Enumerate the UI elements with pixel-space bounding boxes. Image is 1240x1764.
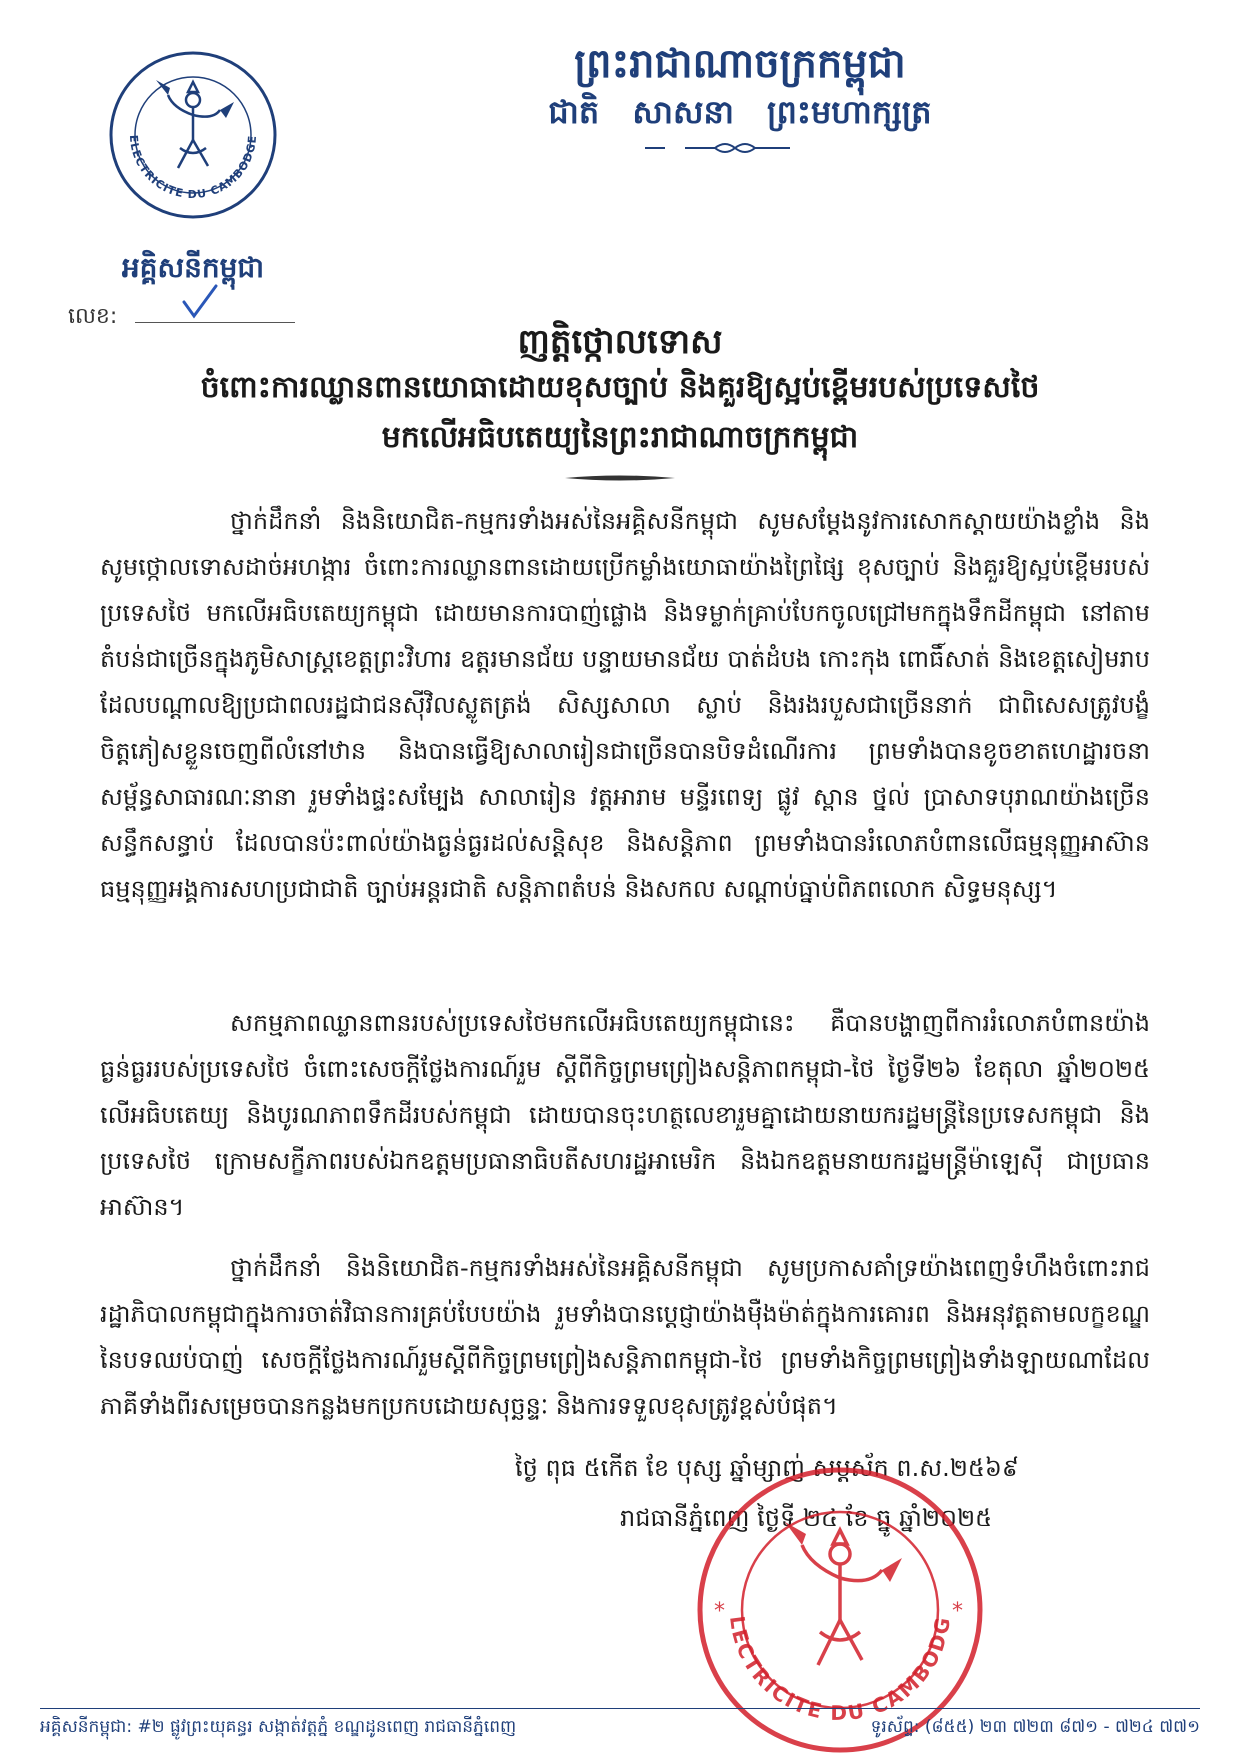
organization-name: អគ្គិសនីកម្ពុជា	[121, 251, 265, 284]
document-subtitle-line-1: ចំពោះការឈ្លានពានយោធាដោយខុសច្បាប់ និងគួរឱ្យស្អប់ខ្ពើមរបស់ប្រទេសថៃ	[200, 370, 1040, 405]
body-paragraph-1: ថ្នាក់ដឹកនាំ និងនិយោជិត-កម្មករទាំងអស់នៃអគ្គិសនីកម្ពុជា សូមសម្តែងនូវការសោកស្តាយយ៉ាងខ្លាំង និងសូមថ្កោលទោសដាច់អហង្ការ ចំពោះការឈ្លានពានដោយប្រើកម្លាំងយោធាយ៉ាងព្រៃផ្សៃ ខុសច្បាប់ និងគួរឱ្យស្អប់ខ្ពើមរបស់ប្រទេសថៃ មកលើអធិបតេយ្យកម្ពុជា ដោយមានការបាញ់ផ្លោង និងទម្លាក់គ្រាប់បែកចូលជ្រៅមកក្នុងទឹកដីកម្ពុជា នៅតាមតំបន់ជាច្រើនក្នុងភូមិសាស្ត្រខេត្តព្រះវិហារ ឧត្តរមានជ័យ បន្ទាយមានជ័យ បាត់ដំបង កោះកុង ពោធិ៍សាត់ និងខេត្តសៀមរាប ដែលបណ្តាលឱ្យប្រជាពលរដ្ឋជាជនស៊ីវិលស្លូតត្រង់ សិស្សសាលា ស្លាប់ និងរងរបួសជាច្រើននាក់ ជាពិសេសត្រូវបង្ខំចិត្តភៀសខ្លួនចេញពីលំនៅឋាន និងបានធ្វើឱ្យសាលារៀនជាច្រើនបានបិទដំណើរការ ព្រមទាំងបានខូចខាតហេដ្ឋារចនាសម្ព័ន្ធសាធារណៈនានា រួមទាំងផ្ទះសម្បែង សាលារៀន វត្តអារាម មន្ទីរពេទ្យ ផ្លូវ ស្ពាន ថ្នល់ ប្រាសាទបុរាណយ៉ាងច្រើនសន្ធឹកសន្ធាប់ ដែលបានប៉ះពាល់យ៉ាងធ្ងន់ធ្ងរដល់សន្តិសុខ និងសន្តិភាព ព្រមទាំងបានរំលោភបំពានលើធម្មនុញ្ញអាស៊ាន ធម្មនុញ្ញអង្គការសហប្រជាជាតិ ច្បាប់អន្តរជាតិ សន្តិភាពតំបន់ និងសកល សណ្តាប់ធ្នាប់ពិភពលោក សិទ្ធមនុស្ស។	[100, 507, 1150, 903]
svg-text:*: *	[952, 1599, 963, 1624]
kingdom-title: ព្រះរាជាណាចក្រកម្ពុជា	[574, 41, 906, 87]
body-paragraph-3: ថ្នាក់ដឹកនាំ និងនិយោជិត-កម្មករទាំងអស់នៃអគ្គិសនីកម្ពុជា សូមប្រកាសគាំទ្រយ៉ាងពេញទំហឹងចំពោះរាជរដ្ឋាភិបាលកម្ពុជាក្នុងការចាត់វិធានការគ្រប់បែបយ៉ាង រួមទាំងបានប្តេជ្ញាយ៉ាងម៉ឺងម៉ាត់ក្នុងការគោរព និងអនុវត្តតាមលក្ខខណ្ឌនៃបទឈប់បាញ់ សេចក្តីថ្លែងការណ៍រួមស្តីពីកិច្ចព្រមព្រៀងសន្តិភាពកម្ពុជា-ថៃ ព្រមទាំងកិច្ចព្រមព្រៀងទាំងឡាយណាដែលភាគីទាំងពីរសម្រេចបានកន្លងមកប្រកបដោយសុច្ឆន្ទៈ និងការទទួលខុសត្រូវខ្ពស់បំផុត។	[100, 1254, 1150, 1420]
document-subtitle-line-2: មកលើអធិបតេយ្យនៃព្រះរាជាណាចក្រកម្ពុជា	[381, 420, 859, 455]
electricite-du-cambodge-seal-icon	[108, 40, 278, 250]
footer-phone: ទូរស័ព្ទ: (៨៥៥) ២៣ ៧២៣ ៨៧១ - ៧២៤ ៧៧១	[870, 1717, 1200, 1737]
solar-date: រាជធានីភ្នំពេញ ថ្ងៃទី ២៤ ខែ ធ្នូ ឆ្នាំ២០២៥	[620, 1504, 993, 1532]
lunar-date: ថ្ងៃ ពុធ ៥កើត ខែ បុស្ស ឆ្នាំម្សាញ់ សប្តស័ក ព.ស.២៥៦៩	[515, 1454, 1019, 1482]
electricite-du-cambodge-stamp-icon	[690, 1460, 990, 1760]
document-title: ញត្តិថ្កោលទោស	[517, 322, 723, 362]
svg-text:ELECTRICITE DU CAMBODGE: LECTRICITE DU CAMBODG	[725, 1614, 956, 1725]
footer-divider	[40, 1708, 1200, 1709]
svg-text:ELECTRICITE DU CAMBODGE: ELECTRICITE DU CAMBODGE	[126, 134, 260, 202]
body-paragraph-2: សកម្មភាពឈ្លានពានរបស់ប្រទេសថៃមកលើអធិបតេយ្យកម្ពុជានេះ គឺបានបង្ហាញពីការរំលោភបំពានយ៉ាងធ្ងន់ធ្ងររបស់ប្រទេសថៃ ចំពោះសេចក្តីថ្លែងការណ៍រួម ស្តីពីកិច្ចព្រមព្រៀងសន្តិភាពកម្ពុជា-ថៃ ថ្ងៃទី២៦ ខែតុលា ឆ្នាំ២០២៥ លើអធិបតេយ្យ និងបូរណភាពទឹកដីរបស់កម្ពុជា ដោយបានចុះហត្ថលេខារួមគ្នាដោយនាយករដ្ឋមន្ត្រីនៃប្រទេសកម្ពុជា និងប្រទេសថៃ ក្រោមសក្ខីភាពរបស់ឯកឧត្តមប្រធានាធិបតីសហរដ្ឋអាមេរិក និងឯកឧត្តមនាយករដ្ឋមន្ត្រីម៉ាឡេស៊ី ជាប្រធានអាស៊ាន។	[100, 1009, 1150, 1221]
svg-text:*: *	[714, 1599, 725, 1624]
national-motto: ជាតិ សាសនា ព្រះមហាក្សត្រ	[548, 93, 932, 131]
decorative-divider-icon	[595, 138, 875, 158]
checkmark-icon	[180, 282, 220, 322]
title-divider-icon	[560, 468, 680, 478]
reference-number-label: លេខ:	[68, 304, 118, 329]
footer-address: អគ្គិសនីកម្ពុជា: #២ ផ្លូវព្រះយុគន្ធរ សង្កាត់វត្តភ្នំ ខណ្ឌដូនពេញ រាជធានីភ្នំពេញ	[40, 1717, 517, 1737]
